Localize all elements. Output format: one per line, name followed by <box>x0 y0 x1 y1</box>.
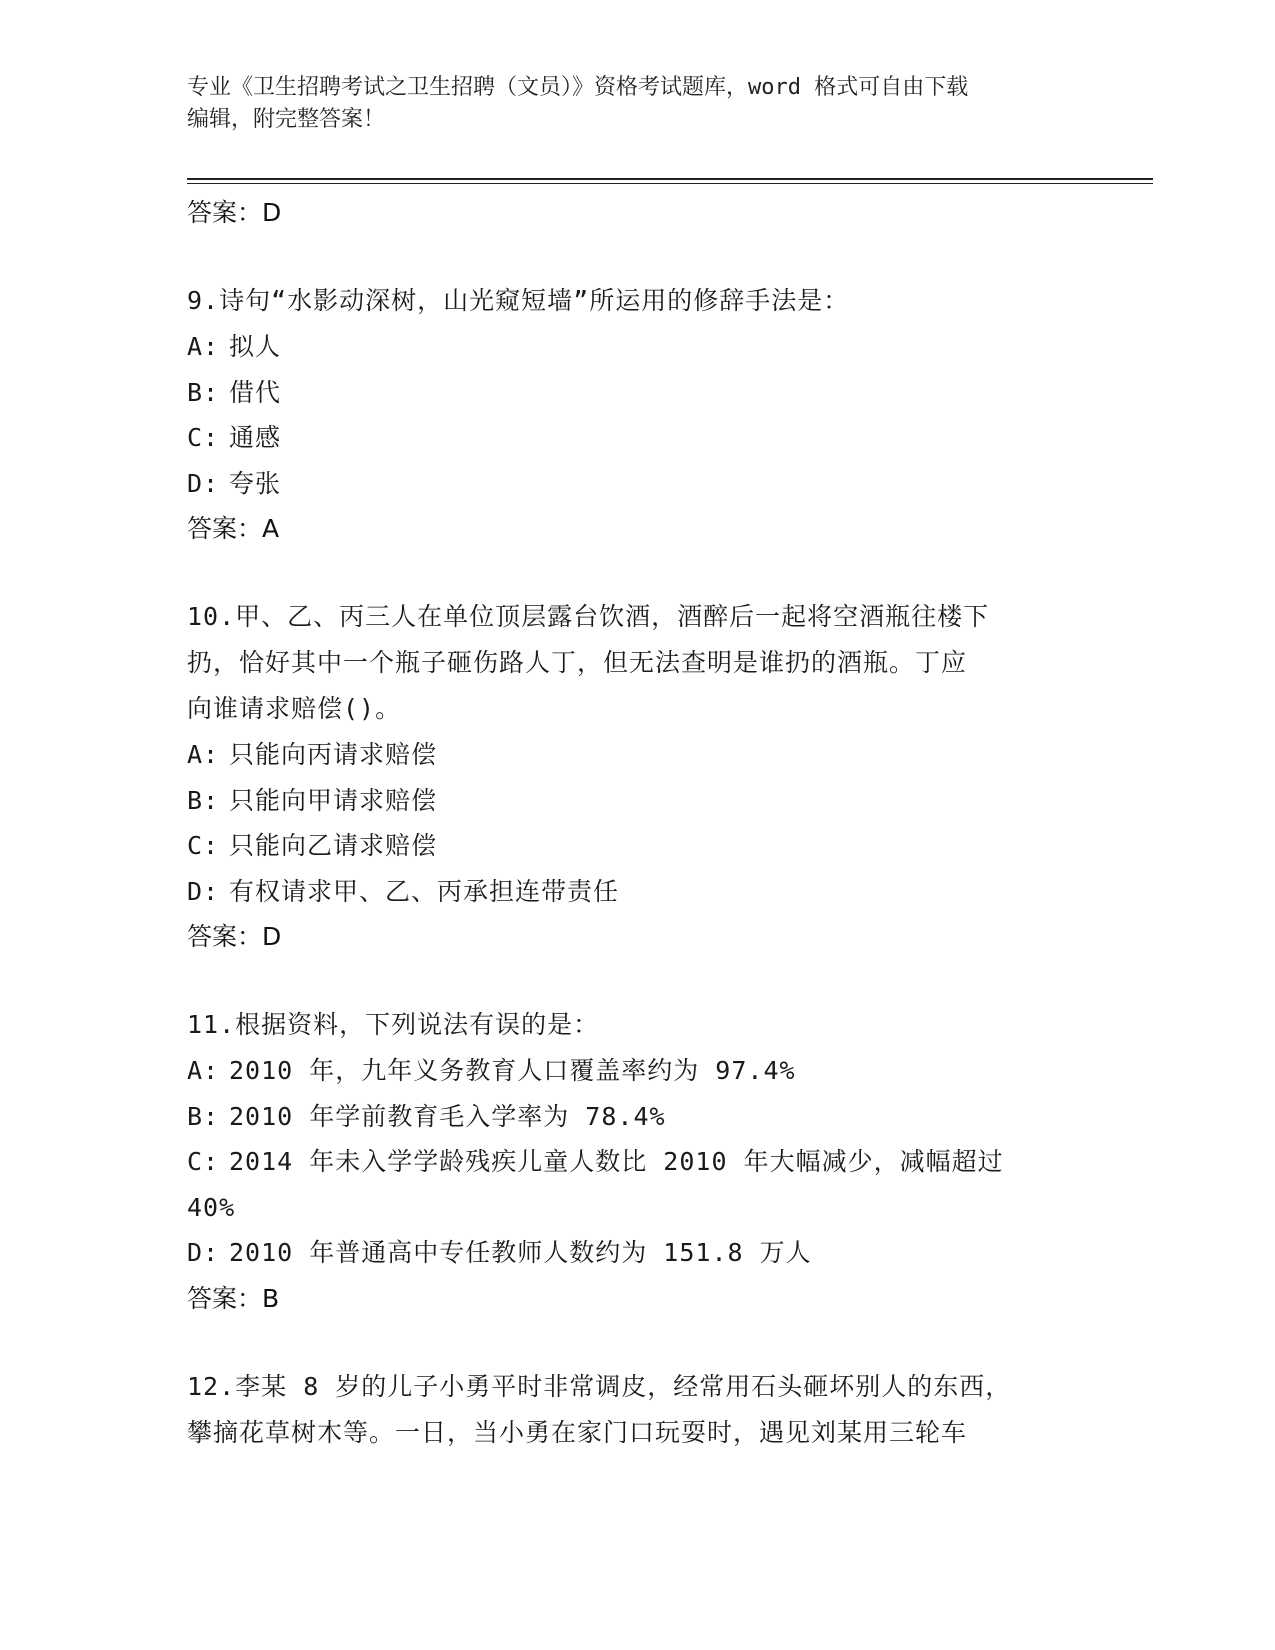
header-divider-thick <box>187 178 1153 180</box>
option-key: A: <box>187 740 220 769</box>
option-text: 有权请求甲、乙、丙承担连带责任 <box>229 876 620 906</box>
header-divider-thin <box>187 183 1153 184</box>
question-list <box>187 190 1087 1456</box>
option-text: 通感 <box>229 423 282 452</box>
option-key: B: <box>187 785 220 815</box>
question-text: 向谁请求赔偿()。 <box>187 694 402 723</box>
header-line-2: 编辑，附完整答案！ <box>187 107 386 132</box>
option-key: D: <box>187 468 220 498</box>
option-c <box>187 823 1087 869</box>
question-text: 12.李某 8 岁的儿子小勇平时非常调皮，经常用石头砸坏别人的东西， <box>187 1371 1012 1401</box>
option-a <box>187 732 1087 778</box>
option-c <box>187 1139 1087 1185</box>
option-b <box>187 370 1087 416</box>
question-text: 扔，恰好其中一个瓶子砸伤路人丁，但无法查明是谁扔的酒瓶。丁应 <box>187 648 968 677</box>
answer-line: 答案：B <box>187 1283 280 1313</box>
option-b <box>187 1094 1087 1140</box>
answer-line: 答案：A <box>187 514 280 543</box>
option-key: D: <box>187 876 220 906</box>
page-header <box>187 72 1087 136</box>
question-11 <box>187 1002 1087 1322</box>
option-b <box>187 778 1087 824</box>
option-text: 借代 <box>229 377 282 407</box>
option-key: C: <box>187 1147 220 1176</box>
option-text: 2010 年学前教育毛入学率为 78.4% <box>229 1101 666 1131</box>
option-key: A: <box>187 332 220 361</box>
option-a <box>187 324 1087 370</box>
option-text: 只能向乙请求赔偿 <box>229 831 438 860</box>
question-text: 10.甲、乙、丙三人在单位顶层露台饮酒，酒醉后一起将空酒瓶往楼下 <box>187 602 990 631</box>
option-d <box>187 869 1087 915</box>
option-text: 40% <box>187 1192 236 1222</box>
option-text: 只能向丙请求赔偿 <box>229 740 438 769</box>
option-a <box>187 1048 1087 1094</box>
answer-line: 答案：D <box>187 198 282 227</box>
option-text: 拟人 <box>229 332 282 361</box>
question-12 <box>187 1364 1087 1456</box>
option-text: 只能向甲请求赔偿 <box>229 785 438 815</box>
option-key: D: <box>187 1238 220 1267</box>
question-10 <box>187 594 1087 960</box>
option-text: 2010 年普通高中专任教师人数约为 151.8 万人 <box>229 1238 812 1267</box>
option-key: B: <box>187 377 220 407</box>
option-c <box>187 415 1087 461</box>
option-d <box>187 1230 1087 1276</box>
option-key: A: <box>187 1056 220 1085</box>
option-d <box>187 461 1087 507</box>
question-text: 攀摘花草树木等。一日，当小勇在家门口玩耍时，遇见刘某用三轮车 <box>187 1417 968 1447</box>
option-key: C: <box>187 423 220 452</box>
option-key: C: <box>187 831 220 860</box>
question-9 <box>187 278 1087 552</box>
question-text: 11.根据资料，下列说法有误的是： <box>187 1010 600 1039</box>
header-line-1: 专业《卫生招聘考试之卫生招聘（文员）》资格考试题库，word 格式可自由下载 <box>187 75 969 100</box>
option-c-continued <box>187 1185 1087 1231</box>
question-text: 9.诗句“水影动深树，山光窥短墙”所运用的修辞手法是： <box>187 286 850 315</box>
option-text: 夸张 <box>229 468 282 498</box>
answer-line: 答案：D <box>187 922 282 951</box>
option-text: 2014 年未入学学龄残疾儿童人数比 2010 年大幅减少，减幅超过 <box>229 1147 1004 1176</box>
option-text: 2010 年，九年义务教育人口覆盖率约为 97.4% <box>229 1056 796 1085</box>
option-key: B: <box>187 1101 220 1131</box>
